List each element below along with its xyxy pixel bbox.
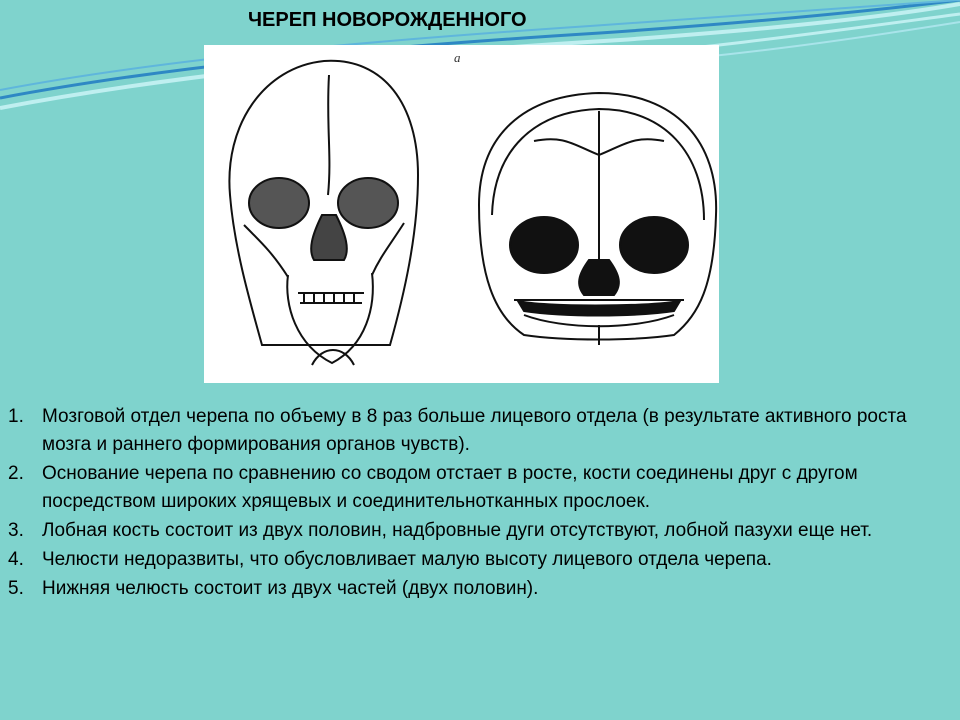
list-number: 1. (8, 406, 24, 427)
list-text: Челюсти недоразвиты, что обусловливает малую высоту лицевого отдела черепа. (42, 549, 772, 570)
figure-label: а (454, 50, 461, 65)
list-item (8, 517, 928, 545)
list-number: 5. (8, 578, 24, 599)
list-number: 4. (8, 549, 24, 570)
list-item (8, 546, 928, 574)
skull-comparison-figure (204, 45, 719, 383)
list-item (8, 575, 928, 603)
list-item (8, 403, 928, 459)
newborn-skull-drawing (479, 93, 716, 345)
list-text: Основание черепа по сравнению со сводом отстает в росте, кости соединены друг с другом посредством широких хрящевых и соединительнотканных прослоек. (42, 463, 858, 512)
adult-skull-drawing (229, 61, 418, 365)
list-number: 3. (8, 520, 24, 541)
list-text: Мозговой отдел черепа по объему в 8 раз больше лицевого отдела (в результате активного роста мозга и раннего формирования органов чувств). (42, 406, 907, 455)
list-text: Нижняя челюсть состоит из двух частей (двух половин). (42, 578, 539, 599)
notes-list (8, 403, 928, 604)
list-number: 2. (8, 463, 24, 484)
slide-title: ЧЕРЕП НОВОРОЖДЕННОГО (248, 9, 527, 31)
list-text: Лобная кость состоит из двух половин, надбровные дуги отсутствуют, лобной пазухи еще нет. (42, 520, 873, 541)
list-item (8, 460, 928, 516)
